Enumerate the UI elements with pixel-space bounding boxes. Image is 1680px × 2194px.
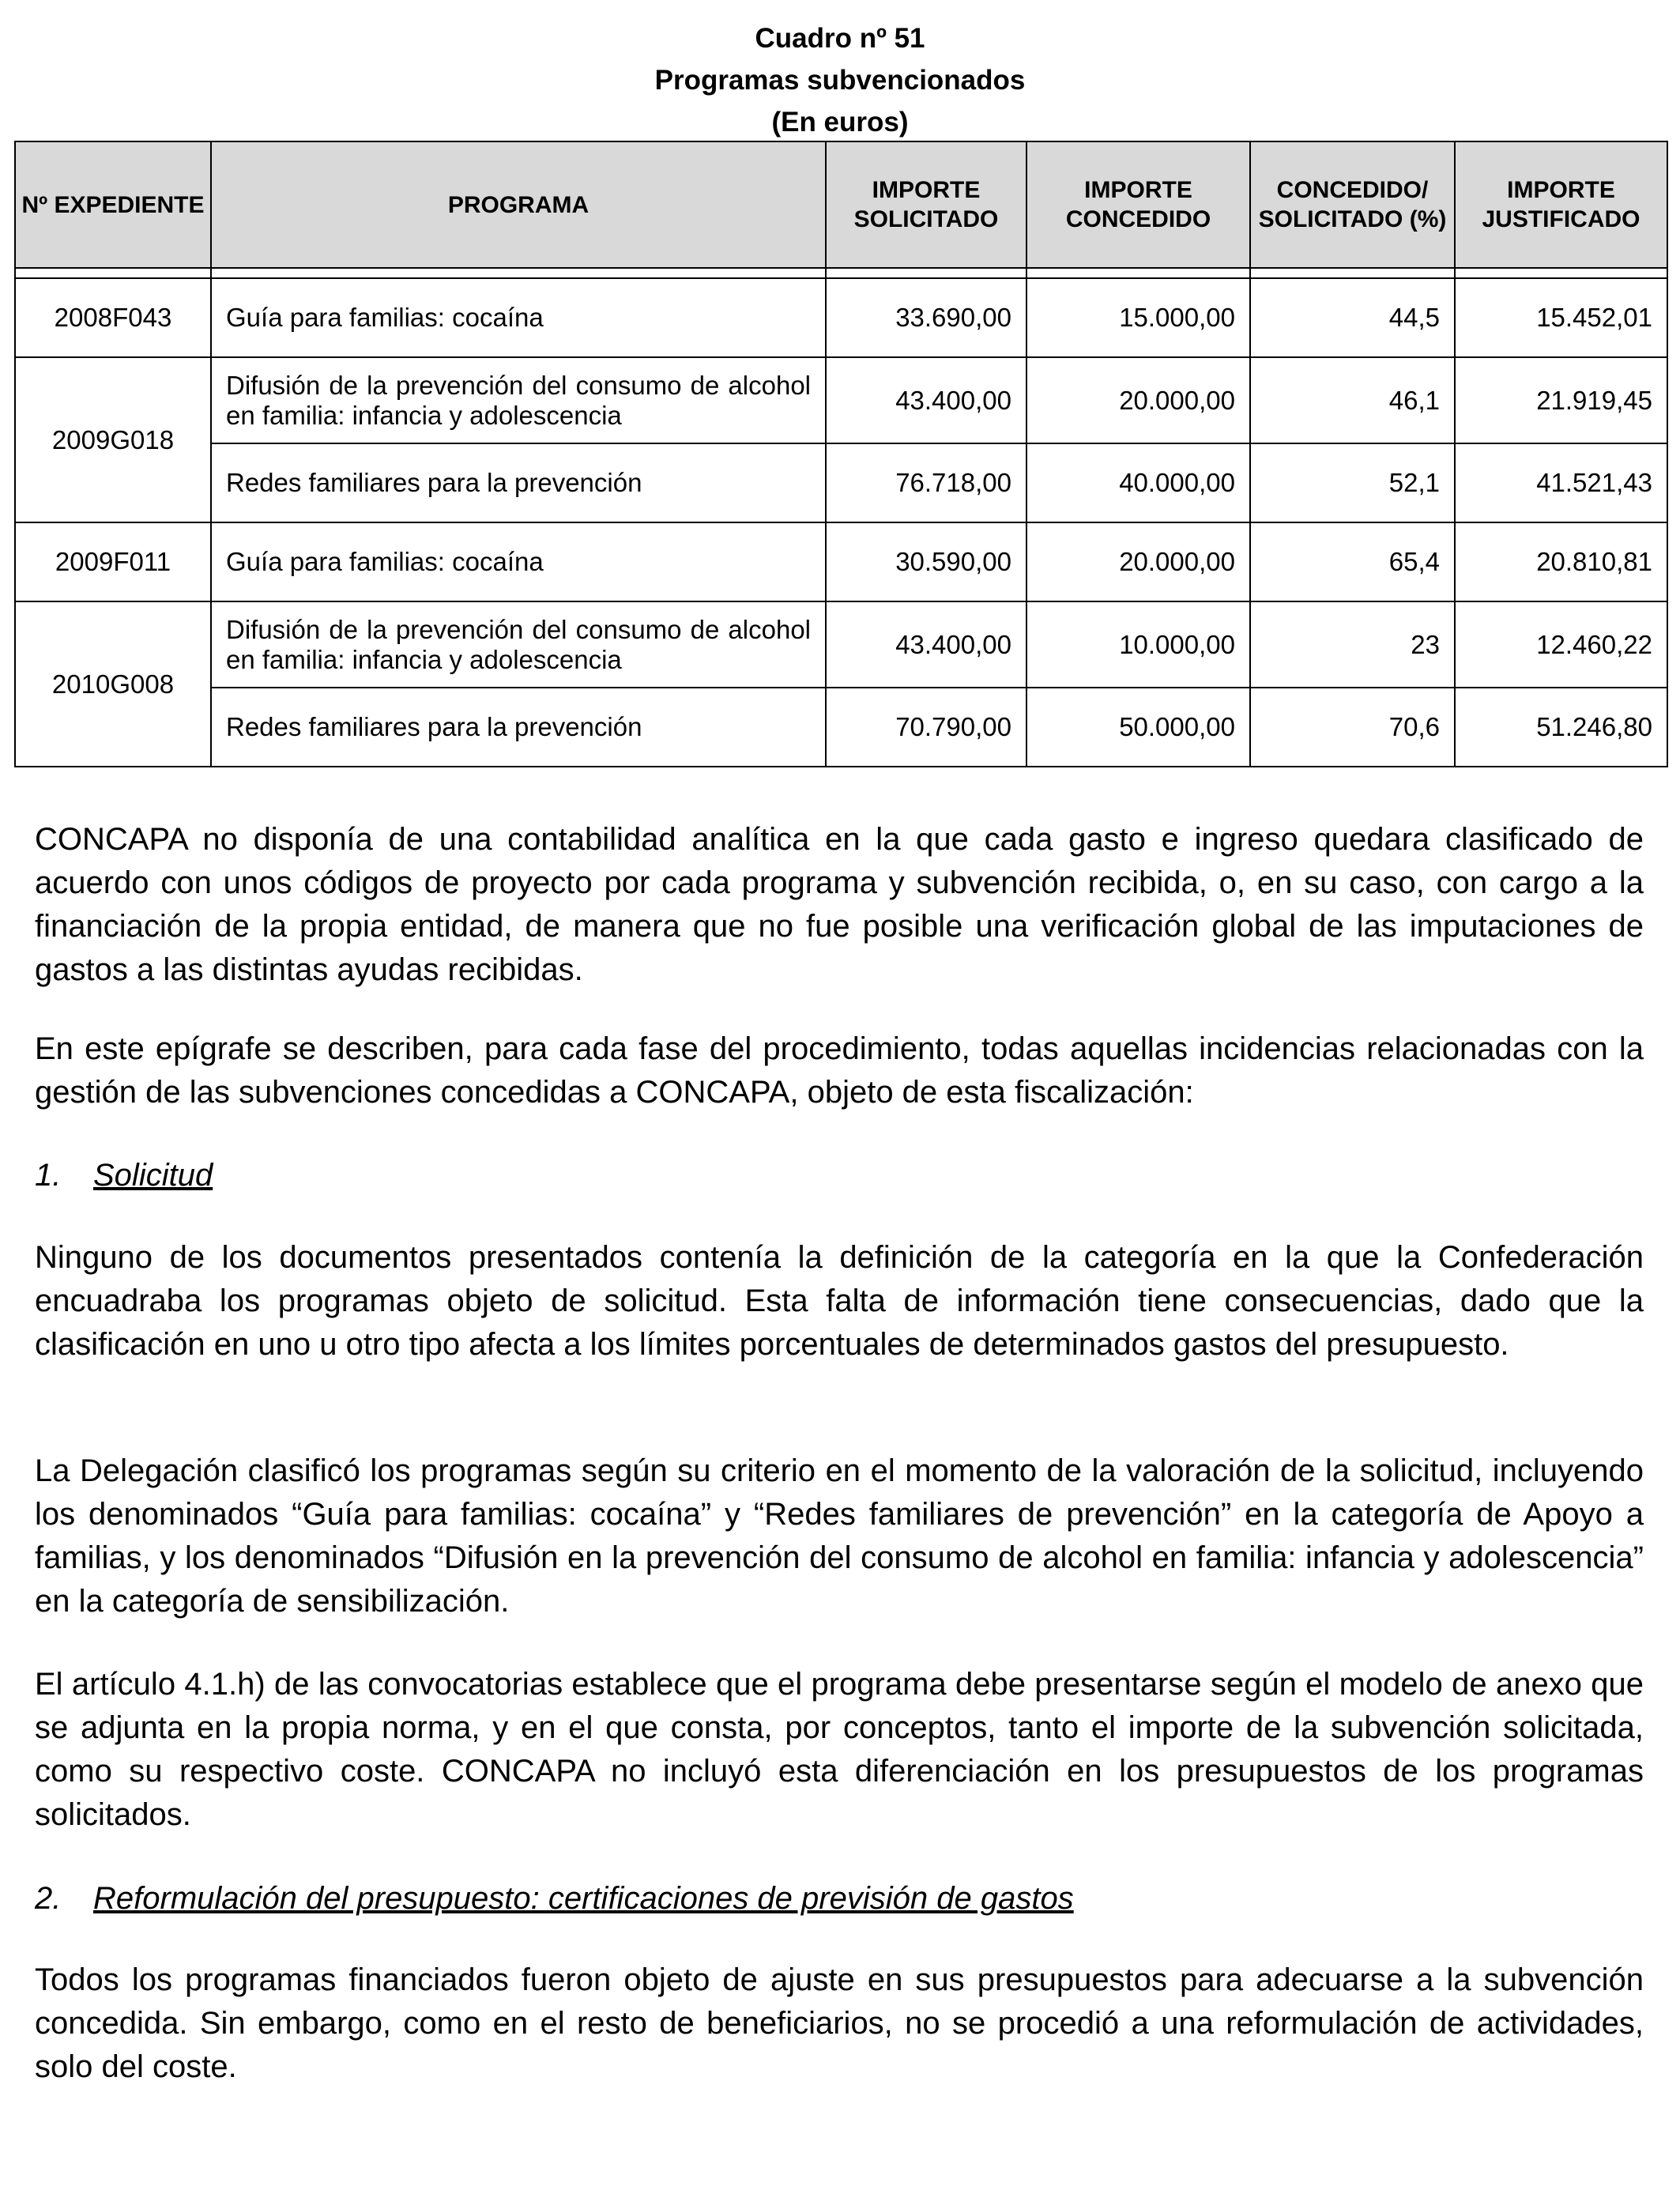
cell-concedido: 40.000,00 [1026, 443, 1250, 522]
cell-programa: Difusión de la prevención del consumo de alcohol en familia: infancia y adolescencia [211, 601, 826, 688]
cell-solicitado: 70.790,00 [826, 688, 1026, 767]
table-row [15, 522, 1667, 601]
cell-solicitado: 76.718,00 [826, 443, 1026, 522]
cell-concedido: 50.000,00 [1026, 688, 1250, 767]
paragraph-delegacion: La Delegación clasificó los programas según su criterio en el momento de la valoración de la solicitud, incluyendo los denominados “Guía para familias: cocaína” y “Redes familiares de prevención” en la categoría de Apoyo a familias, y los denominados “Difusión en la prevención del consumo de alcohol en familia: infancia y adolescencia” en la categoría de sensibilización. [35, 1453, 1644, 1619]
heading-number: 2. [35, 1881, 62, 1916]
paragraph-epigrafe: En este epígrafe se describen, para cada fase del procedimiento, todas aquellas incidencias relacionadas con la gestión de las subvenciones concedidas a CONCAPA, objeto de esta fiscalización: [35, 1031, 1644, 1110]
cell-concedido: 15.000,00 [1026, 278, 1250, 357]
cell-programa: Redes familiares para la prevención [211, 443, 826, 522]
programs-table [14, 141, 1668, 767]
table-row [15, 688, 1667, 767]
heading-title: Solicitud [93, 1158, 213, 1193]
header-justificado: IMPORTE JUSTIFICADO [1455, 141, 1667, 268]
caption-number: Cuadro nº 51 [755, 23, 925, 54]
table-spacer [15, 268, 1667, 278]
cell-ratio: 46,1 [1250, 357, 1455, 443]
header-ratio: CONCEDIDO/ SOLICITADO (%) [1250, 141, 1455, 268]
table-row [15, 357, 1667, 443]
cell-concedido: 20.000,00 [1026, 357, 1250, 443]
table-row [15, 601, 1667, 688]
cell-justificado: 20.810,81 [1455, 522, 1667, 601]
cell-concedido: 10.000,00 [1026, 601, 1250, 688]
header-solicitado: IMPORTE SOLICITADO [826, 141, 1026, 268]
cell-ratio: 65,4 [1250, 522, 1455, 601]
cell-programa: Guía para familias: cocaína [211, 278, 826, 357]
header-programa: PROGRAMA [211, 141, 826, 268]
section-heading-solicitud [35, 1154, 213, 1197]
cell-justificado: 15.452,01 [1455, 278, 1667, 357]
cell-ratio: 52,1 [1250, 443, 1455, 522]
section-heading-reformulacion [35, 1877, 1074, 1921]
caption-units: (En euros) [771, 107, 909, 138]
cell-expediente: 2008F043 [15, 278, 211, 357]
paragraph-ajuste: Todos los programas financiados fueron objeto de ajuste en sus presupuestos para adecuarse a la subvención concedida. Sin embargo, como en el resto de beneficiarios, no se procedió a una reformulación de actividades, solo del coste. [35, 1962, 1644, 2084]
caption-title: Programas subvencionados [654, 65, 1026, 96]
cell-concedido: 20.000,00 [1026, 522, 1250, 601]
heading-title: Reformulación del presupuesto: certificaciones de previsión de gastos [93, 1881, 1074, 1916]
cell-expediente: 2009F011 [15, 522, 211, 601]
cell-solicitado: 43.400,00 [826, 601, 1026, 688]
cell-justificado: 41.521,43 [1455, 443, 1667, 522]
paragraph-articulo: El artículo 4.1.h) de las convocatorias establece que el programa debe presentarse según el modelo de anexo que se adjunta en la propia norma, y en el que consta, por conceptos, tanto el importe de la subvención solicitada, como su respectivo coste. CONCAPA no incluyó esta diferenciación en los presupuestos de los programas solicitados. [35, 1667, 1644, 1832]
table-row [15, 443, 1667, 522]
table-header-row [15, 141, 1667, 268]
cell-programa: Guía para familias: cocaína [211, 522, 826, 601]
table-row [15, 278, 1667, 357]
cell-ratio: 23 [1250, 601, 1455, 688]
cell-ratio: 70,6 [1250, 688, 1455, 767]
paragraph-documentos: Ninguno de los documentos presentados contenía la definición de la categoría en la que la Confederación encuadraba los programas objeto de solicitud. Esta falta de información tiene consecuencias, dado que la clasificación en uno u otro tipo afecta a los límites porcentuales de determinados gastos del presupuesto. [35, 1240, 1644, 1362]
cell-justificado: 21.919,45 [1455, 357, 1667, 443]
table-caption [16, 17, 1664, 143]
cell-justificado: 51.246,80 [1455, 688, 1667, 767]
cell-expediente: 2010G008 [15, 601, 211, 767]
paragraph-contabilidad: CONCAPA no disponía de una contabilidad analítica en la que cada gasto e ingreso quedara clasificado de acuerdo con unos códigos de proyecto por cada programa y subvención recibida, o, en su caso, con cargo a la financiación de la propia entidad, de manera que no fue posible una verificación global de las imputaciones de gastos a las distintas ayudas recibidas. [35, 822, 1644, 987]
cell-expediente: 2009G018 [15, 357, 211, 522]
cell-justificado: 12.460,22 [1455, 601, 1667, 688]
cell-programa: Redes familiares para la prevención [211, 688, 826, 767]
cell-solicitado: 30.590,00 [826, 522, 1026, 601]
cell-programa: Difusión de la prevención del consumo de alcohol en familia: infancia y adolescencia [211, 357, 826, 443]
header-expediente: Nº EXPEDIENTE [15, 141, 211, 268]
heading-number: 1. [35, 1158, 62, 1193]
cell-solicitado: 33.690,00 [826, 278, 1026, 357]
cell-solicitado: 43.400,00 [826, 357, 1026, 443]
header-concedido: IMPORTE CONCEDIDO [1026, 141, 1250, 268]
cell-ratio: 44,5 [1250, 278, 1455, 357]
